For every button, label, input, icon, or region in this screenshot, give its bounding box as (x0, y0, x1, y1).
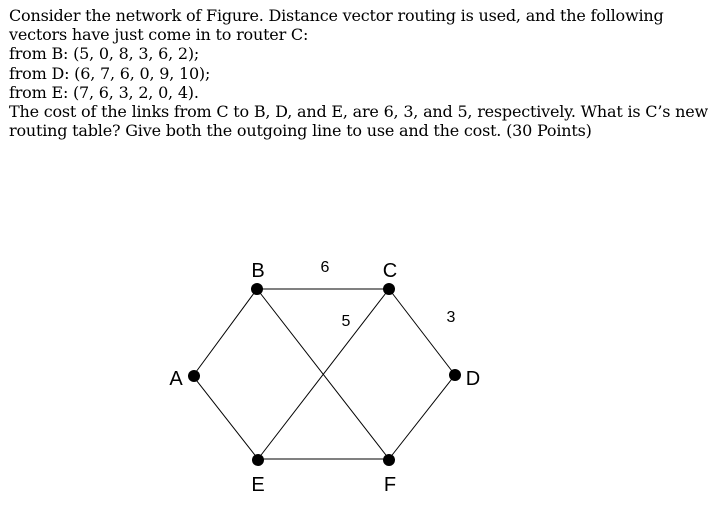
node-d-label: D (465, 368, 481, 390)
edge-c-e-cost: 5 (341, 313, 351, 330)
edge-b-c-cost: 6 (320, 259, 330, 276)
node-d-dot (449, 369, 461, 381)
node-e-dot (252, 454, 264, 466)
edge-c-d (389, 289, 455, 375)
node-e-label: E (251, 474, 265, 496)
vector-from-d: from D: (6, 7, 6, 0, 9, 10); (9, 63, 211, 83)
node-a-label: A (169, 368, 183, 390)
node-f-dot (383, 454, 395, 466)
node-c-label: C (382, 260, 398, 282)
node-a-dot (188, 370, 200, 382)
node-c-dot (383, 283, 395, 295)
node-b-label: B (251, 260, 265, 282)
edge-c-d-cost: 3 (446, 309, 456, 326)
edges (193, 289, 455, 459)
question-intro: Consider the network of Figure. Distance vector routing is used, and the following vectors have just come in to router C: (9, 6, 664, 45)
edge-a-b (193, 289, 257, 376)
edge-a-e (193, 376, 258, 459)
question-task: The cost of the links from C to B, D, and E, are 6, 3, and 5, respectively. What is C’s new routing table? Give both the outgoing line to use and the cost. (30 Points) (9, 102, 708, 141)
node-f-label: F (383, 474, 397, 496)
nodes (188, 283, 461, 466)
vector-from-e: from E: (7, 6, 3, 2, 0, 4). (9, 82, 199, 102)
node-b-dot (251, 283, 263, 295)
edge-d-f (389, 375, 455, 459)
vector-from-b: from B: (5, 0, 8, 3, 6, 2); (9, 44, 200, 64)
